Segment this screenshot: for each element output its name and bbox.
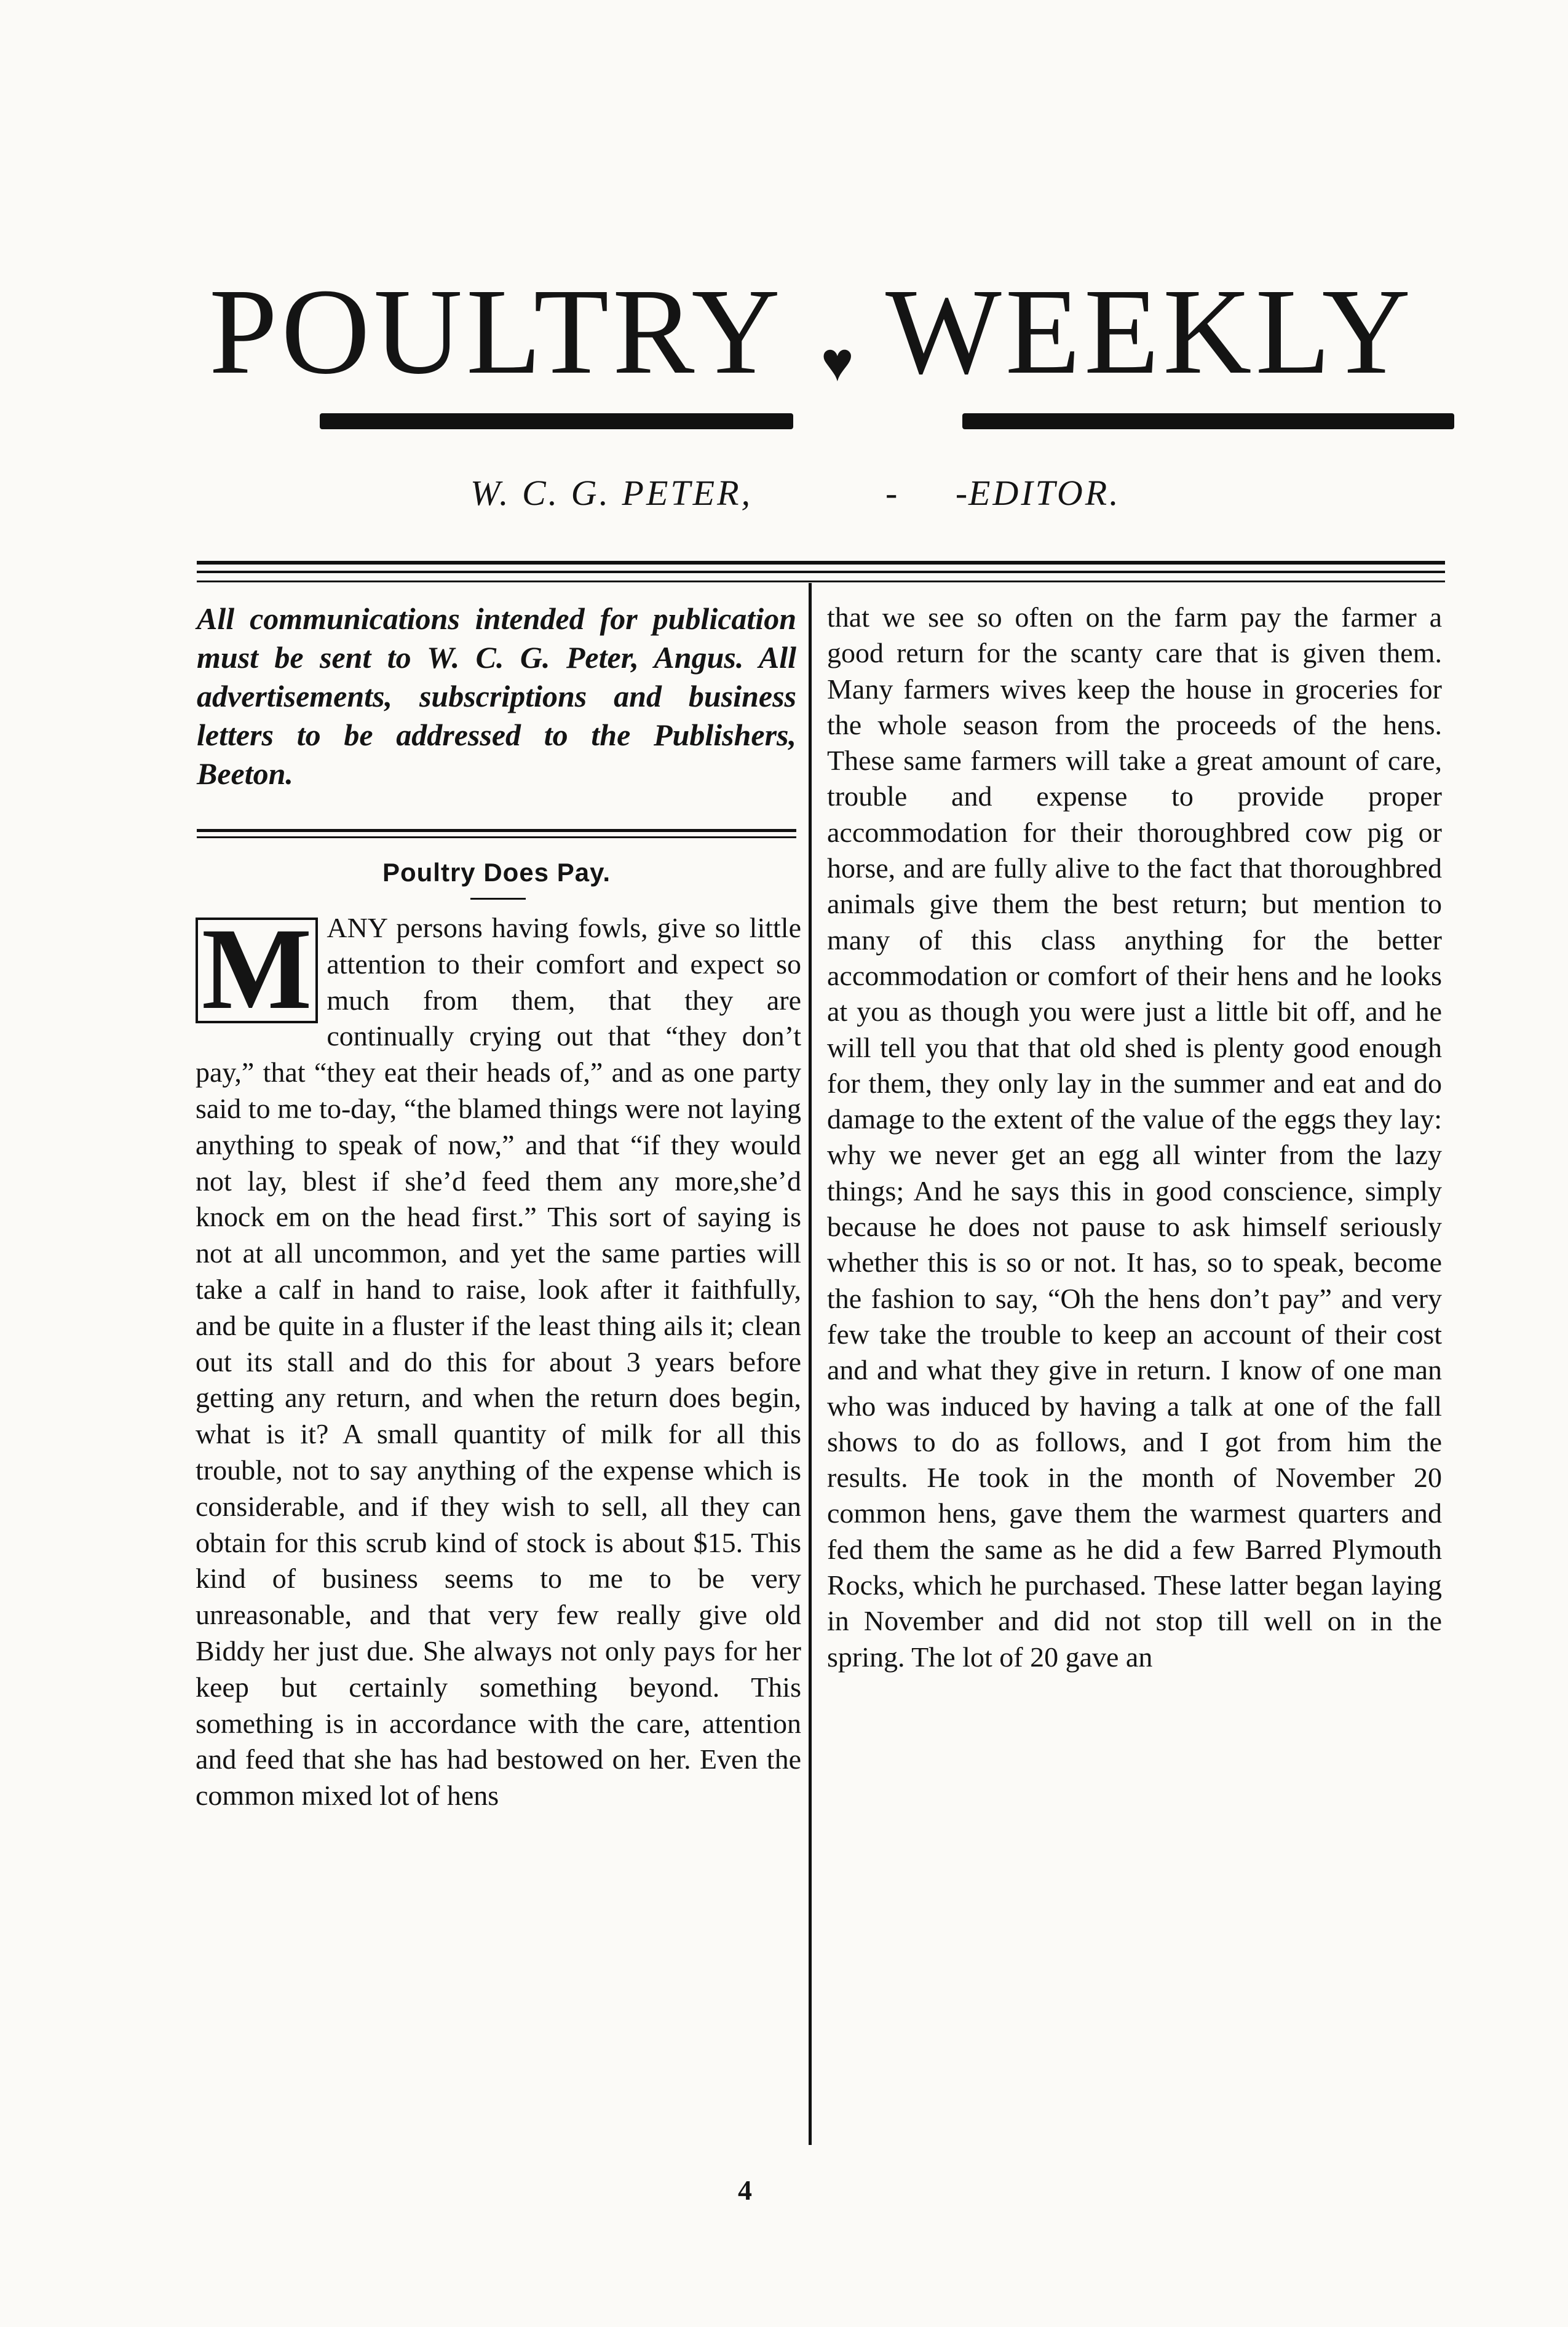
masthead: [0, 264, 1568, 430]
heart-ornament-icon: ♥: [821, 332, 854, 393]
article-column-left: [196, 905, 801, 1814]
header-rule: [197, 571, 1445, 573]
drop-cap: M: [196, 918, 318, 1023]
editor-separator: - -: [885, 473, 992, 513]
editor-name: W. C. G. PETER,: [470, 473, 753, 513]
header-rule: [197, 561, 1445, 565]
masthead-title-left: POULTRY: [209, 264, 784, 400]
column-divider: [809, 583, 812, 2145]
article-text-left: ANY persons having fowls, give so little attention to their comfort and expect so much from them, that they are continually crying out that “they don’t pay,” that “they eat their heads of,” and as one party said to me to-day, “the blamed things were not laying anything to speak of now,” and that “if they would not lay, blest if she’d feed them any more,she’d knock em on the head first.” This sort of saying is not at all uncommon, and yet the same parties will take a calf in hand to raise, look after it faithfully, and be quite in a fluster if the least thing ails it; clean out its stall and do this for about 3 years before getting any return, and when the return does begin, what is it? A small quantity of milk for all this trouble, not to say anything of the expense which is considerable, and if they wish to sell, all they can obtain for this scrub kind of stock is about $15. This kind of business seems to me to be very unreasonable, and that very few really give old Biddy her just due. She always not only pays for her keep but certainly something beyond. This something is in accordance with the care, attention and feed that she has had bestowed on her. Even the common mixed lot of hens: [196, 912, 801, 1812]
section-rule: [197, 836, 796, 838]
masthead-underline-left: [320, 413, 793, 429]
editor-title: EDITOR.: [968, 473, 1121, 513]
page-mark: 4: [738, 2174, 752, 2206]
masthead-underline-right: [962, 413, 1454, 429]
publication-notice: All communications intended for publication must be sent to W. C. G. Peter, Angus. All advertisements, subscriptions and business letters to be addressed to the Publishers, Beeton.: [197, 601, 796, 791]
title-underline: [470, 898, 526, 900]
section-rule: [197, 829, 796, 832]
masthead-title-right: WEEKLY: [885, 264, 1415, 400]
article-title: Poultry Does Pay.: [382, 858, 611, 887]
header-rule: [197, 581, 1445, 582]
article-column-right: that we see so often on the farm pay the farmer a good return for the scanty care that is given them. Many farmers wives keep the house in groceries for the whole season from the proceeds of the hens. These same farmers will take a great amount of care, trouble and expense to provide proper accommodation for their thoroughbred cow pig or horse, and are fully alive to the fact that thoroughbred animals give them the best return; but mention to many of this class anything for the better accommodation or comfort of their hens and he looks at you as though you were just a little bit off, and he will tell you that that old shed is plenty good enough for them, they only lay in the summer and eat and do damage to the extent of the value of the eggs they lay: why we never get an egg all winter from the lazy things; And he says this in good conscience, simply because he does not pause to ask himself seriously whether this is so or not. It has, so to speak, become the fashion to say, “Oh the hens don’t pay” and very few take the trouble to keep an account of their cost and and what they give in return. I know of one man who was induced by having a talk at one of the fall shows to do as follows, and I got from him the results. He took in the month of November 20 common hens, gave them the warmest quarters and fed them the same as he did a few Barred Plymouth Rocks, which he purchased. These latter began laying in November and did not stop till well on in the spring. The lot of 20 gave an: [827, 601, 1442, 1673]
editor-line: [0, 472, 1568, 521]
